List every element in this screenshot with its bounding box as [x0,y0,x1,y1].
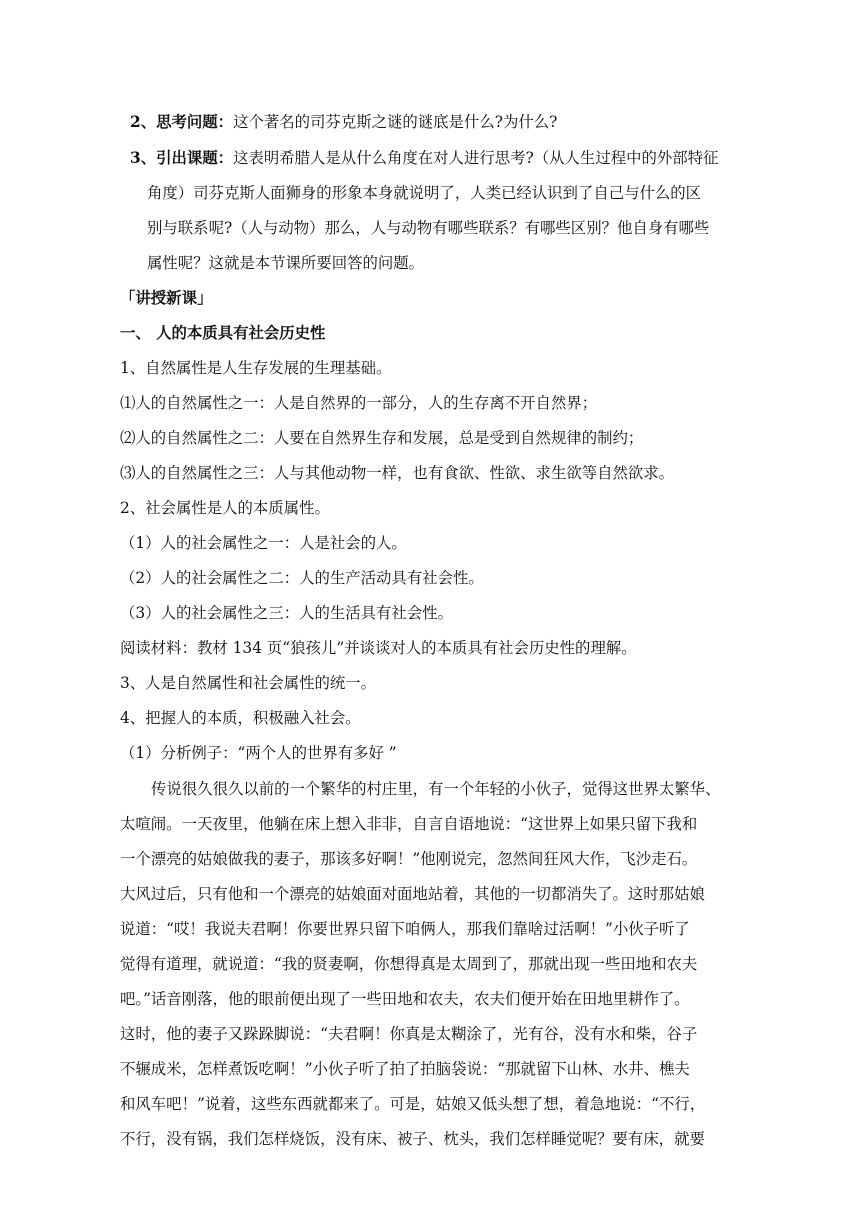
item-2-number: 2、 [130,113,157,131]
item-3-line-2: 角度）司芬克斯人面狮身的形象本身就说明了，人类已经认识到了自己与什么的区 [147,184,702,202]
item-2-text: 这个著名的司芬克斯之谜的谜底是什么?为什么? [233,113,558,131]
story-line-1: 传说很久很久以前的一个繁华的村庄里，有一个年轻的小伙子，觉得这世界太繁华、 [151,780,721,798]
story-line-9: 不辗成米，怎样煮饭吃啊！”小伙子听了拍了拍脑袋说：“那就留下山林、水井、樵夫 [120,1060,690,1078]
point-2: 2、社会属性是人的本质属性。 [120,499,330,517]
point-2-2: （2）人的社会属性之二：人的生产活动具有社会性。 [120,569,484,587]
story-line-11: 不行，没有锅，我们怎样烧饭，没有床、被子、枕头，我们怎样睡觉呢？要有床，就要 [120,1130,705,1148]
story-line-2: 太喧闹。一天夜里，他躺在床上想入非非，自言自语地说：“这世界上如果只留下我和 [120,815,698,833]
point-3: 3、人是自然属性和社会属性的统一。 [120,674,377,692]
item-3-line-3: 别与联系呢?（人与动物）那么，人与动物有哪些联系？有哪些区别？他自身有哪些 [147,219,710,237]
section-heading: 「讲授新课」 [120,289,213,307]
item-3-label: 引出课题： [156,149,234,167]
story-line-8: 这时，他的妻子又跺跺脚说：“夫君啊！你真是太糊涂了，光有谷，没有水和柴，谷子 [120,1025,698,1043]
point-2-3: （3）人的社会属性之三：人的生活具有社会性。 [120,604,453,622]
point-1-2: ⑵人的自然属性之二：人要在自然界生存和发展，总是受到自然规律的制约； [120,429,644,447]
intro-item-2 [130,112,557,132]
point-2-1: （1）人的社会属性之一：人是社会的人。 [120,534,407,552]
part-one-title: 一、 人的本质具有社会历史性 [120,324,326,342]
story-line-3: 一个漂亮的姑娘做我的妻子，那该多好啊！”他刚说完，忽然间狂风大作，飞沙走石。 [120,850,698,868]
reading-material: 阅读材料：教材 134 页“狼孩儿”并谈谈对人的本质具有社会历史性的理解。 [120,639,637,657]
story-line-10: 和风车吧！”说着，这些东西就都来了。可是，姑娘又低头想了想，着急地说：“不行， [120,1095,706,1113]
point-1-3: ⑶人的自然属性之三：人与其他动物一样，也有食欲、性欲、求生欲等自然欲求。 [120,464,675,482]
intro-item-3 [130,148,718,168]
item-3-number: 3、 [130,149,157,167]
story-line-4: 大风过后，只有他和一个漂亮的姑娘面对面地站着，其他的一切都消失了。这时那姑娘 [120,885,705,903]
story-line-7: 吧。”话音刚落，他的眼前便出现了一些田地和农夫，农夫们便开始在田地里耕作了。 [120,990,690,1008]
point-1: 1、自然属性是人生存发展的生理基础。 [120,359,392,377]
story-line-6: 觉得有道理，就说道：“我的贤妻啊，你想得真是太周到了，那就出现一些田地和农夫 [120,955,698,973]
item-2-label: 思考问题： [156,113,234,131]
item-3-line-1: 这表明希腊人是从什么角度在对人进行思考?（从人生过程中的外部特征 [233,149,719,167]
point-1-1: ⑴人的自然属性之一：人是自然界的一部分，人的生存离不开自然界； [120,394,598,412]
point-4: 4、把握人的本质，积极融入社会。 [120,709,361,727]
item-3-line-4: 属性呢？这就是本节课所要回答的问题。 [147,254,425,272]
point-4-1: （1）分析例子：“两个人的世界有多好 ” [120,744,397,762]
story-line-5: 说道：“哎！我说夫君啊！你要世界只留下咱俩人，那我们靠啥过活啊！”小伙子听了 [120,920,690,938]
